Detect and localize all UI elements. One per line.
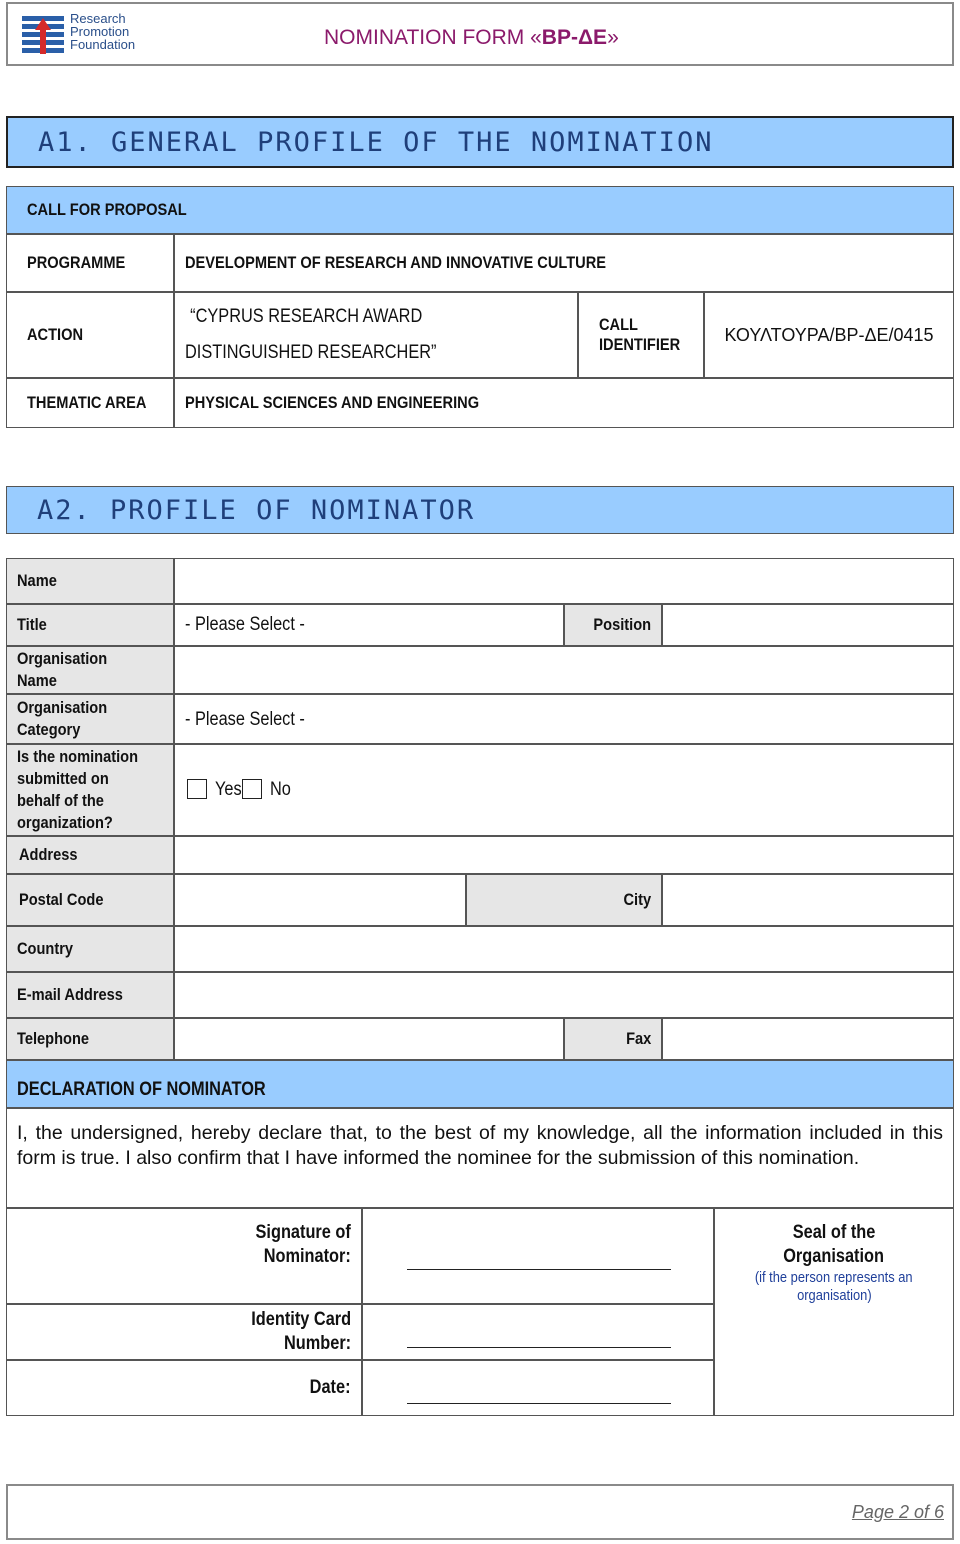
city-label: City	[466, 874, 662, 926]
page-footer	[6, 1484, 954, 1540]
thematic-area-value: PHYSICAL SCIENCES AND ENGINEERING	[174, 378, 954, 428]
country-field[interactable]	[174, 926, 954, 972]
org-category-select[interactable]: - Please Select -	[174, 694, 954, 744]
name-label: Name	[6, 558, 174, 604]
logo-text-1: Research	[70, 11, 126, 26]
no-checkbox[interactable]	[242, 779, 262, 799]
action-value: “CYPRUS RESEARCH AWARD DISTINGUISHED RESEARCHER”	[174, 292, 578, 378]
org-name-label: Organisation Name	[6, 646, 174, 694]
seal-cell[interactable]: Seal of the Organisation (if the person represents an organisation)	[714, 1208, 954, 1416]
position-field[interactable]	[662, 604, 954, 646]
on-behalf-options	[174, 744, 954, 836]
signature-line	[407, 1269, 671, 1270]
signature-label-cell: Signature of Nominator:	[6, 1208, 362, 1304]
form-title: NOMINATION FORM «ΒΡ-ΔΕ»	[324, 26, 619, 49]
programme-value: DEVELOPMENT OF RESEARCH AND INNOVATIVE CULTURE	[174, 234, 954, 292]
rpf-logo	[20, 10, 140, 62]
logo-text-2: Promotion	[70, 24, 130, 39]
address-field[interactable]	[174, 836, 954, 874]
position-label: Position	[564, 604, 662, 646]
id-card-label-cell: Identity Card Number:	[6, 1304, 362, 1360]
postal-code-label: Postal Code	[6, 874, 174, 926]
signature-field[interactable]	[362, 1208, 714, 1304]
email-label: E-mail Address	[6, 972, 174, 1018]
date-label-cell: Date:	[6, 1360, 362, 1416]
call-identifier-label: CALL IDENTIFIER	[578, 292, 704, 378]
a2-title-bar: A2. PROFILE OF NOMINATOR	[6, 486, 954, 534]
thematic-area-label: THEMATIC AREA	[6, 378, 174, 428]
action-label: ACTION	[6, 292, 174, 378]
telephone-label: Telephone	[6, 1018, 174, 1060]
postal-code-field[interactable]	[174, 874, 466, 926]
logo-text-3: Foundation	[70, 37, 136, 52]
id-card-field[interactable]	[362, 1304, 714, 1360]
fax-field[interactable]	[662, 1018, 954, 1060]
logo-icon	[20, 10, 66, 60]
a1-title-bar: A1. GENERAL PROFILE OF THE NOMINATION	[6, 116, 954, 168]
declaration-text: I, the undersigned, hereby declare that, to the best of my knowledge, all the information included in this form is true. I also confirm that I have informed the nominee for the submission of this nomination.	[6, 1108, 954, 1208]
date-line	[407, 1403, 671, 1404]
page-header	[6, 2, 954, 66]
yes-checkbox[interactable]	[187, 779, 207, 799]
call-identifier-value: ΚΟΥΛΤΟΥΡΑ/ΒΡ-ΔΕ/0415	[704, 292, 954, 378]
page-number-link[interactable]: Page 2 of 6	[851, 1502, 944, 1522]
city-field[interactable]	[662, 874, 954, 926]
date-field[interactable]	[362, 1360, 714, 1416]
id-card-line	[407, 1347, 671, 1348]
fax-label: Fax	[564, 1018, 662, 1060]
org-category-label: Organisation Category	[6, 694, 174, 744]
on-behalf-label: Is the nomination submitted on behalf of the organization?	[6, 744, 174, 836]
telephone-field[interactable]	[174, 1018, 564, 1060]
yes-label: Yes	[215, 779, 242, 800]
title-label: Title	[6, 604, 174, 646]
email-field[interactable]	[174, 972, 954, 1018]
call-for-proposal-header: CALL FOR PROPOSAL	[6, 186, 954, 234]
programme-label: PROGRAMME	[6, 234, 174, 292]
title-select[interactable]: - Please Select -	[174, 604, 564, 646]
no-label: No	[270, 779, 291, 800]
address-label: Address	[6, 836, 174, 874]
name-field[interactable]	[174, 558, 954, 604]
country-label: Country	[6, 926, 174, 972]
org-name-field[interactable]	[174, 646, 954, 694]
declaration-title: DECLARATION OF NOMINATOR	[6, 1060, 954, 1108]
